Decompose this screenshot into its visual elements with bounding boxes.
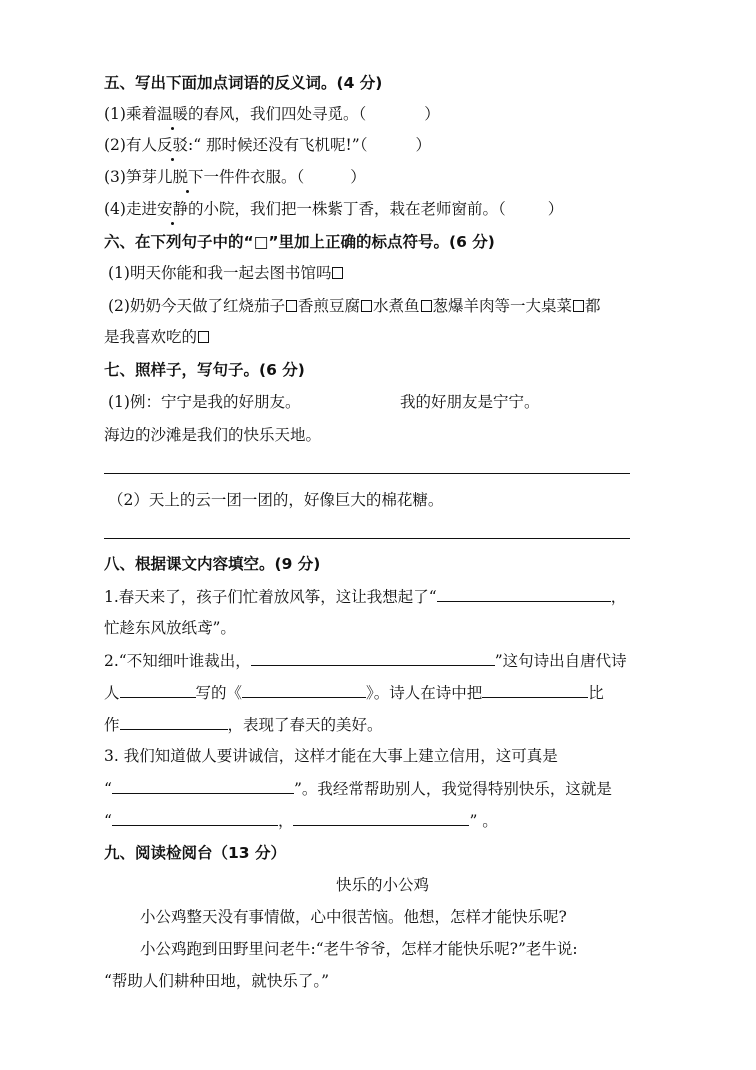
- punctuation-box[interactable]: [573, 300, 584, 312]
- story-paragraph-1: 小公鸡整天没有事情做，心中很苦恼。他想，怎样才能快乐呢?: [140, 908, 567, 926]
- fill-blank[interactable]: [437, 585, 611, 602]
- dotted-word: 温暖: [156, 105, 188, 123]
- s8-question-1-cont: 忙趁东风放纸鸢”。: [104, 619, 236, 637]
- s5-question-3: (3)笋芽儿脱下一件件衣服。（ ）: [104, 168, 366, 186]
- s7-task-2: （2）天上的云一团一团的，好像巨大的棉花糖。: [108, 491, 444, 509]
- fill-blank[interactable]: [251, 649, 495, 666]
- s5-question-2: (2)有人反驳:“ 那时候还没有飞机呢!”（ ）: [104, 136, 431, 154]
- punctuation-box[interactable]: [198, 331, 209, 343]
- s8-question-2-line-2: 人 写的《 》。诗人在诗中把 比: [104, 681, 604, 704]
- punctuation-box[interactable]: [421, 300, 432, 312]
- fill-blank[interactable]: [120, 713, 228, 730]
- s7-answer-line-2[interactable]: [104, 538, 630, 539]
- s6-question-2-cont: 是我喜欢吃的: [104, 326, 210, 348]
- fill-blank[interactable]: [482, 681, 588, 698]
- story-title: 快乐的小公鸡: [336, 876, 430, 894]
- s8-question-2: 2.“不知细叶谁裁出， ”这句诗出自唐代诗: [104, 649, 627, 672]
- s7-example: (1)例：宁宁是我的好朋友。: [108, 393, 301, 411]
- s6-question-2: (2)奶奶今天做了红烧茄子 香煎豆腐 水煮鱼 葱爆羊肉等一大桌菜 都: [108, 297, 601, 315]
- s5-question-1: (1)乘着温暖的春风，我们四处寻觅。（ ）: [104, 105, 440, 123]
- s8-question-2-line-3: 作 ，表现了春天的美好。: [104, 713, 383, 736]
- fill-blank[interactable]: [293, 809, 469, 826]
- punctuation-box[interactable]: [361, 300, 372, 312]
- section-9-title: 九、阅读检阅台（13 分）: [104, 844, 286, 862]
- s8-question-3: 3. 我们知道做人要讲诚信，这样才能在大事上建立信用，这可真是: [104, 747, 558, 765]
- s8-question-1: 1.春天来了，孩子们忙着放风筝，这让我想起了“ ，: [104, 585, 626, 608]
- section-6-title: 六、在下列句子中的“□”里加上正确的标点符号。(6 分): [104, 233, 495, 251]
- s5-question-4: (4)走进安静的小院，我们把一株紫丁香，栽在老师窗前。（ ）: [104, 200, 564, 218]
- s8-question-3-line-3: “ ， ” 。: [104, 809, 498, 832]
- section-5-title: 五、写出下面加点词语的反义词。(4 分): [104, 74, 383, 92]
- s7-answer-line-1[interactable]: [104, 473, 630, 474]
- dotted-word: 脱下: [172, 168, 204, 186]
- fill-blank[interactable]: [242, 681, 366, 698]
- punctuation-box[interactable]: [286, 300, 297, 312]
- dotted-word: 安静: [156, 200, 188, 218]
- story-paragraph-2: 小公鸡跑到田野里问老牛:“老牛爷爷，怎样才能快乐呢?”老牛说:: [140, 940, 578, 958]
- dotted-word: 反驳: [156, 136, 188, 154]
- punctuation-box[interactable]: [332, 267, 343, 279]
- s8-question-3-line-2: “ ”。我经常帮助别人，我觉得特别快乐，这就是: [104, 777, 612, 800]
- story-paragraph-2-cont: “帮助人们耕种田地，就快乐了。”: [104, 972, 330, 990]
- fill-blank[interactable]: [112, 777, 294, 794]
- s6-question-1: (1)明天你能和我一起去图书馆吗: [108, 262, 344, 284]
- fill-blank[interactable]: [112, 809, 278, 826]
- s7-example-answer: 我的好朋友是宁宁。: [400, 393, 540, 411]
- section-8-title: 八、根据课文内容填空。(9 分): [104, 555, 321, 573]
- fill-blank[interactable]: [120, 681, 196, 698]
- section-7-title: 七、照样子，写句子。(6 分): [104, 361, 305, 379]
- s7-task-1: 海边的沙滩是我们的快乐天地。: [104, 426, 322, 444]
